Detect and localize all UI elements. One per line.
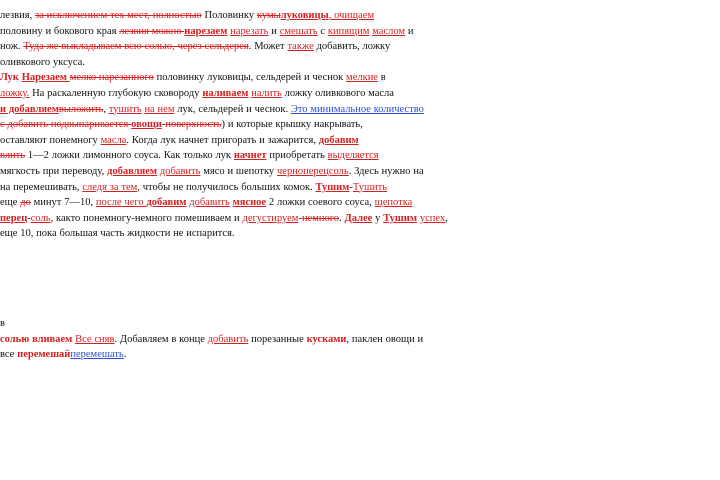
text-run-del: выпаривается [66,119,132,131]
text-run-ins: соль [30,212,51,224]
tail-paragraph-list[interactable] [0,316,716,363]
paragraph[interactable] [0,24,716,40]
text-run-blk: у [372,212,384,224]
text-run-ins-b: и добавляем [0,103,59,115]
paragraph[interactable] [0,211,716,227]
text-run-blk: мягкость при переводу, [0,165,108,177]
text-run-ins: выделяется [327,150,379,162]
text-run-ins: , очищаем [328,10,375,21]
text-run-blk: - [27,212,31,224]
paragraph[interactable] [0,195,716,211]
text-run-blk: ложку оливкового масла [281,87,394,99]
text-run-blk: , [103,103,109,115]
text-run-del: влить [0,150,26,162]
paragraph[interactable] [0,164,716,180]
text-run-blk: еще [0,197,21,209]
text-run-del: Туда же [23,41,62,53]
text-run-blk: добавить, ложку [313,41,391,53]
text-run-ins-b: нарезаем [184,25,228,37]
paragraph[interactable] [0,117,716,133]
text-run-blk: порезанные [248,333,307,345]
text-run-ins: ложку. [0,87,30,99]
text-run-blk: оставляют понемногу [0,134,101,146]
paragraph[interactable] [0,148,716,164]
text-run-blk: и [405,25,414,37]
paragraph[interactable] [0,347,716,363]
text-run-blk: . Когда лук начнет пригорать и зажарится, [126,134,319,146]
text-run-del: поверхность [165,119,222,131]
text-run-blk: , [445,212,448,224]
text-run-ins-b: Тушим [383,212,417,224]
text-run-blk: с [317,25,328,37]
text-run-ins: тушить [108,103,142,115]
text-run-redb: кусками [306,333,347,345]
text-run-blk: мясо и шепотку [200,165,278,177]
text-run-ins: мелкие [346,72,378,84]
paragraph[interactable] [0,39,716,55]
paragraph-list[interactable] [0,8,716,242]
text-run-ins: следя за тем [82,181,138,193]
text-run-ins: Тушить [352,181,388,193]
text-run-ins-b: добавим [146,197,187,209]
text-run-del: немного [301,212,340,224]
text-run-ins-b: Нарезаем [21,72,70,84]
text-run-ins: добавить [189,197,230,209]
text-run-ins-b: луковицы [280,10,329,21]
text-run-blk: приобретать [266,150,328,162]
text-run-ins: нарезать [230,25,269,37]
text-run-ins: кипящим [327,25,370,37]
text-run-del: с добавить под [0,119,67,131]
text-run-blk: , както понемногу-немного помешиваем и [50,212,243,224]
text-run-ins-b: добавим [318,134,359,146]
text-run-ins-b: наливаем [202,87,249,99]
text-run-blk: , чтобы не получилось больших комок. [137,181,316,193]
paragraph[interactable] [0,180,716,196]
text-run-ins: щепотка [374,197,413,209]
text-run-blk: . [123,349,127,361]
text-run-blue: перемешать [70,349,124,361]
text-run-blk: в [377,72,386,84]
text-run-ins-b: добавляем [107,165,158,177]
text-run-redb: перемешай [17,349,71,361]
text-run-blk: , паклен овощи и [346,333,424,345]
paragraph[interactable] [0,70,716,86]
text-run-blk: . Здесь нужно на [348,165,424,177]
text-run-ins-b: Далее [344,212,373,224]
text-run-ins: черноперецсоль [277,165,349,177]
paragraph[interactable] [0,8,716,24]
text-run-blk: - [349,181,353,193]
text-run-ins: успех [419,212,446,224]
text-run-del: до [20,197,31,209]
document-body [0,8,720,363]
text-run-blk: на перемешивать, [0,181,83,193]
text-run-blk: все [0,349,18,361]
text-run-blk: минут 7—10, [30,197,96,209]
paragraph-spacer [0,242,716,316]
text-run-ins-b: начнет [233,150,267,162]
text-run-ins: смешать [279,25,318,37]
paragraph[interactable] [0,133,716,149]
text-run-blue: Это минимальное количество [290,103,424,115]
text-run-blk: нож. [0,41,24,53]
text-run-ins: налить [251,87,282,99]
text-run-blk: в [0,317,5,329]
text-run-blk: еще 10, пока большая часть жидкости не испарится. [0,228,235,240]
text-run-ins: маслом [372,25,406,37]
text-run-ins: также [287,41,314,53]
text-run-blk: . Может [248,41,288,53]
text-run-ins-b: Тушим [315,181,350,193]
paragraph[interactable] [0,226,716,242]
text-run-ins: на нем [144,103,175,115]
text-run-ins: после чего [95,197,147,209]
paragraph[interactable] [0,332,716,348]
text-run-del: кумы [256,10,281,21]
paragraph[interactable] [0,55,716,71]
text-run-redb: Лук [0,72,22,84]
text-run-blk: . [339,212,345,224]
text-run-del: выложить [58,103,104,115]
text-run-ins-b: овощи [131,119,162,131]
text-run-blk: Половинку [201,10,257,21]
text-run-del: мелко нарезанного [69,72,154,84]
text-run-ins: добавить [159,165,201,177]
text-run-blk: лезвия, [0,10,36,21]
text-run-blk: половину и бокового края [0,25,120,37]
paragraph[interactable] [0,316,716,332]
text-run-blk: На раскаленную глубокую сковороду [29,87,203,99]
text-run-blk: оливкового уксуса. [0,56,85,68]
text-run-blk: лук, сельдерей и чеснок. [174,103,291,115]
text-run-blk: . Добавляем в конце [114,333,208,345]
text-run-del: лезвия можно [119,25,185,37]
text-run-blk: и [268,25,280,37]
text-run-blk: - [161,119,166,131]
text-run-del: выкладываем всю солью, через сельдерея [61,41,249,53]
text-run-blk: половинку луковицы, сельдерей и чеснок [153,72,347,84]
text-run-ins: дегустируем [242,212,299,224]
text-run-ins-b: мясное [232,197,267,209]
text-run-redb: солью вливаем [0,333,76,345]
paragraph[interactable] [0,102,716,118]
text-run-ins-b: перец [0,212,28,224]
paragraph[interactable] [0,86,716,102]
text-run-del: за исключением тех мест, полностью [35,10,202,21]
text-run-blk: ) и которые крышку накрывать, [221,119,363,131]
text-run-ins: масла [100,134,127,146]
text-run-ins: Все сняв [75,333,115,345]
text-run-blk: 1—2 ложки лимонного соуса. Как только лук [25,150,234,162]
text-run-blk: - [298,212,302,224]
text-run-ins: добавить [207,333,249,345]
text-run-blk: 2 ложки соевого соуса, [266,197,375,209]
